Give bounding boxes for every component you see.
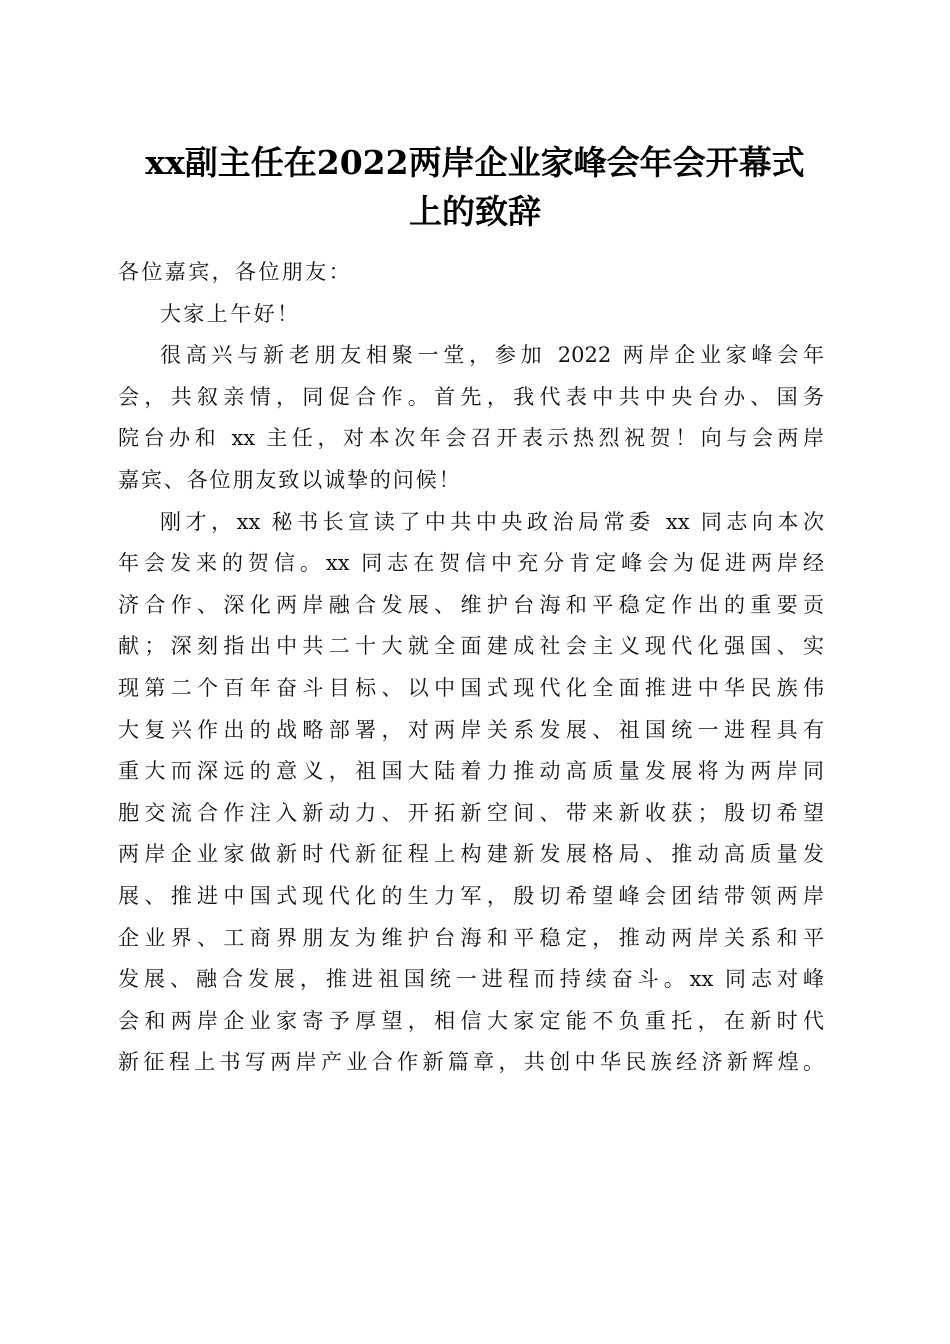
paragraph-line: 会和两岸企业家寄予厚望，相信大家定能不负重托，在新时代 — [118, 1008, 824, 1033]
salutation: 各位嘉宾，各位朋友： — [118, 260, 352, 284]
paragraph-line: 大复兴作出的战略部署，对两岸关系发展、祖国统一进程具有 — [118, 717, 824, 742]
paragraph-line: 新征程上书写两岸产业合作新篇章，共创中华民族经济新辉煌。 — [118, 1050, 824, 1075]
paragraph-1 — [118, 335, 824, 501]
paragraph-line: 年会发来的贺信。xx 同志在贺信中充分肯定峰会为促进两岸经 — [118, 551, 824, 576]
greeting: 大家上午好！ — [160, 301, 301, 326]
paragraph-line: 现第二个百年奋斗目标、以中国式现代化全面推进中华民族伟 — [118, 675, 824, 700]
paragraph-line: 嘉宾、各位朋友致以诚挚的问候！ — [118, 467, 462, 492]
paragraph-line: 两岸企业家做新时代新征程上构建新发展格局、推动高质量发 — [118, 842, 824, 867]
paragraph-line: 展、推进中国式现代化的生力军，殷切希望峰会团结带领两岸 — [118, 883, 824, 908]
paragraph-line: 济合作、深化两岸融合发展、维护台海和平稳定作出的重要贡 — [118, 592, 824, 617]
paragraph-line: 院台办和 xx 主任，对本次年会召开表示热烈祝贺！向与会两岸 — [118, 426, 824, 451]
paragraph-line: 胞交流合作注入新动力、开拓新空间、带来新收获；殷切希望 — [118, 800, 824, 825]
paragraph-line: 会，共叙亲情，同促合作。首先，我代表中共中央台办、国务 — [118, 384, 824, 409]
paragraph-line: 发展、融合发展，推进祖国统一进程而持续奋斗。xx 同志对峰 — [118, 967, 824, 992]
paragraph-line: 刚才，xx 秘书长宣读了中共中央政治局常委 xx 同志向本次 — [160, 509, 824, 534]
paragraph-line: 很高兴与新老朋友相聚一堂，参加 2022 两岸企业家峰会年 — [160, 343, 824, 368]
title-line-2: 上的致辞 — [409, 192, 541, 231]
paragraph-line: 重大而深远的意义，祖国大陆着力推动高质量发展将为两岸同 — [118, 759, 824, 784]
document-title — [118, 138, 832, 236]
document-body — [118, 252, 824, 1084]
title-line-1: xx副主任在2022两岸企业家峰会年会开幕式 — [145, 143, 805, 182]
paragraph-line: 企业界、工商界朋友为维护台海和平稳定，推动两岸关系和平 — [118, 925, 824, 950]
paragraph-2 — [118, 502, 824, 1084]
paragraph-line: 献；深刻指出中共二十大就全面建成社会主义现代化强国、实 — [118, 634, 824, 659]
